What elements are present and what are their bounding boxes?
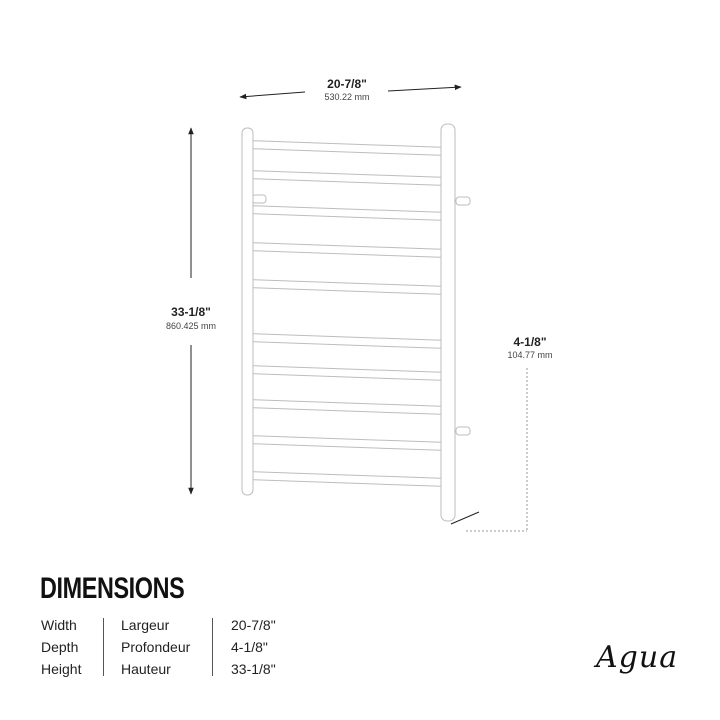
towel-rack [242, 124, 470, 521]
mount-top-right [456, 197, 470, 205]
rung-2 [250, 171, 445, 186]
dimension-name-fr: Largeur [121, 617, 170, 633]
separator [213, 658, 231, 680]
dimension-name-fr: Hauteur [121, 661, 171, 677]
separator [213, 614, 231, 636]
depth-label: 4-1/8" [513, 335, 547, 349]
dimension-name-en: Depth [41, 639, 79, 655]
depth-sub-label: 104.77 mm [507, 350, 553, 360]
height-sub-label: 860.425 mm [165, 321, 217, 331]
left-post [242, 128, 253, 495]
dimension-value: 33-1/8" [231, 661, 276, 677]
rung-3 [250, 206, 445, 221]
right-post [441, 124, 455, 521]
dimension-name-en: Height [41, 661, 82, 677]
dimension-name-en: Width [41, 617, 77, 633]
dimension-value: 4-1/8" [231, 639, 268, 655]
rung-1 [250, 141, 445, 156]
brand-logo: Agua [596, 640, 679, 675]
height-dimension [166, 128, 216, 494]
wall-mounts [252, 195, 470, 435]
separator [103, 636, 121, 658]
dimensions-title: DIMENSIONS [40, 572, 185, 605]
width-label: 20-7/8" [327, 77, 367, 91]
rung-9 [250, 436, 445, 451]
rung-4 [250, 243, 445, 258]
rung-7 [250, 366, 445, 381]
width-dimension [240, 77, 461, 102]
rung-5 [250, 280, 445, 295]
dimension-row [41, 658, 276, 680]
table-divider-2 [212, 618, 213, 676]
rung-6 [250, 334, 445, 349]
mount-top-left [252, 195, 266, 203]
width-sub-label: 530.22 mm [324, 92, 370, 102]
mount-bottom-right [456, 427, 470, 435]
separator [103, 614, 121, 636]
width-arrow-right [388, 87, 461, 91]
rung-10 [250, 472, 445, 487]
height-label: 33-1/8" [171, 305, 211, 319]
dimension-name-fr: Profondeur [121, 639, 191, 655]
dimension-row [41, 614, 276, 636]
table-divider-1 [103, 618, 104, 676]
dimension-row [41, 636, 276, 658]
width-arrow-left [240, 92, 305, 97]
rung-8 [250, 400, 445, 415]
dimension-value: 20-7/8" [231, 617, 276, 633]
dimensions-table [41, 614, 276, 680]
separator [213, 636, 231, 658]
separator [103, 658, 121, 680]
